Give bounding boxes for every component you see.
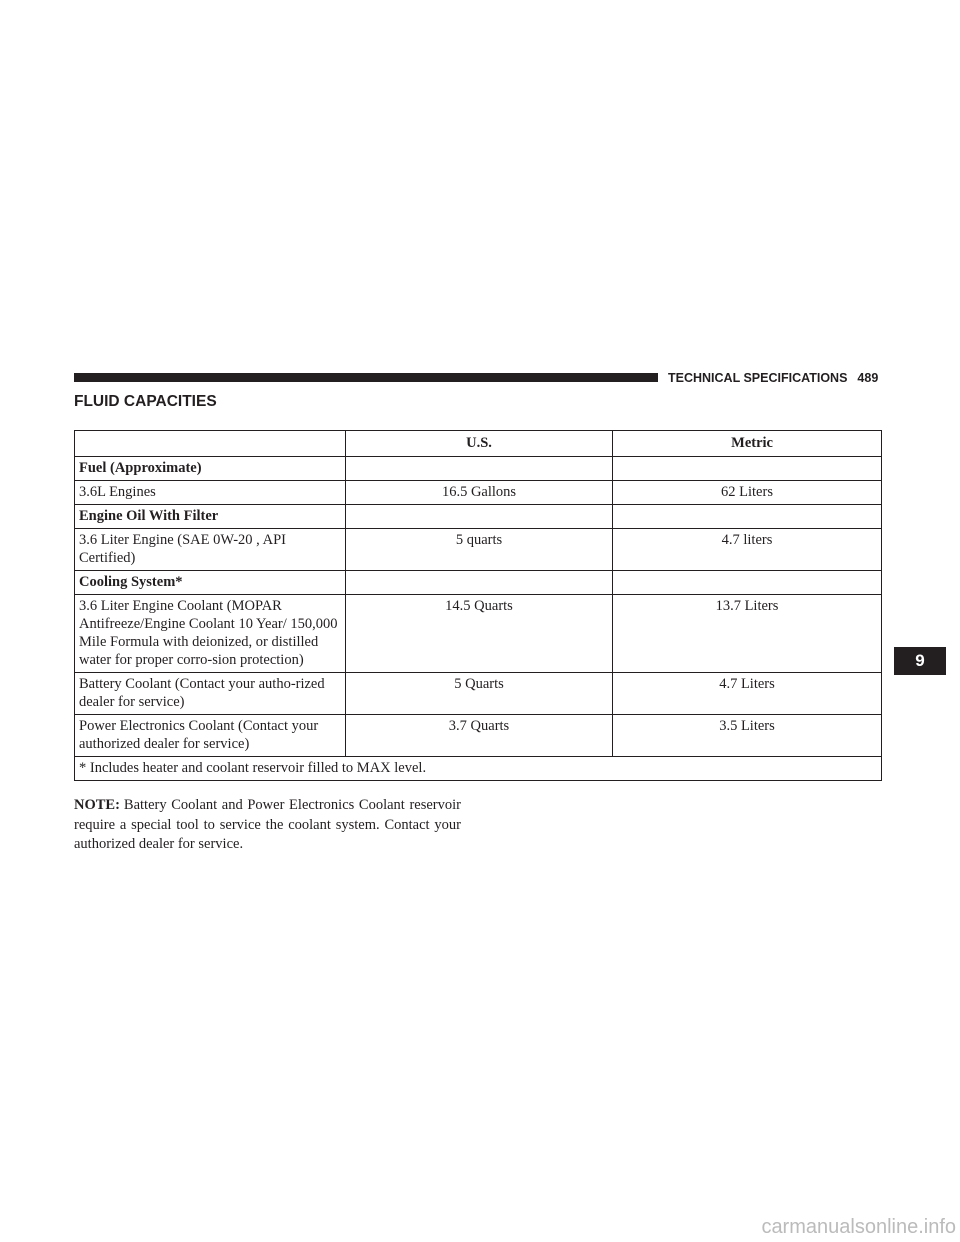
table-row-cooling-group xyxy=(75,571,882,595)
table-row xyxy=(75,715,882,757)
header-section-title: TECHNICAL SPECIFICATIONS xyxy=(668,371,848,385)
group-label: Fuel (Approximate) xyxy=(75,457,346,481)
note-text: Battery Coolant and Power Electronics Coolant reservoir require a special tool to service the coolant system. Contact your authorized dealer for service. xyxy=(74,797,461,852)
fluid-capacities-table xyxy=(74,430,882,781)
table-header-row xyxy=(75,431,882,457)
running-header xyxy=(668,369,878,387)
metric-value: 62 Liters xyxy=(613,481,882,505)
table-row-oil-group xyxy=(75,505,882,529)
note-label: NOTE: xyxy=(74,797,120,813)
metric-value: 3.5 Liters xyxy=(613,715,882,757)
metric-value: 13.7 Liters xyxy=(613,595,882,673)
table-footnote-row xyxy=(75,757,882,781)
empty-cell xyxy=(613,457,882,481)
us-value: 16.5 Gallons xyxy=(346,481,613,505)
table-row-fuel-group xyxy=(75,457,882,481)
item-label: Battery Coolant (Contact your autho-rized dealer for service) xyxy=(75,673,346,715)
note-paragraph xyxy=(74,796,461,855)
section-title: FLUID CAPACITIES xyxy=(74,393,217,410)
us-value: 5 quarts xyxy=(346,529,613,571)
item-label: 3.6L Engines xyxy=(75,481,346,505)
empty-cell xyxy=(346,505,613,529)
item-label: 3.6 Liter Engine (SAE 0W-20 , API Certified) xyxy=(75,529,346,571)
group-label: Engine Oil With Filter xyxy=(75,505,346,529)
item-label: 3.6 Liter Engine Coolant (MOPAR Antifreeze/Engine Coolant 10 Year/ 150,000 Mile Formula with deionized, or distilled water for proper corro-sion protection) xyxy=(75,595,346,673)
item-label: Power Electronics Coolant (Contact your authorized dealer for service) xyxy=(75,715,346,757)
header-blank-cell xyxy=(75,431,346,457)
table-row xyxy=(75,529,882,571)
empty-cell xyxy=(613,571,882,595)
table-row xyxy=(75,673,882,715)
us-value: 14.5 Quarts xyxy=(346,595,613,673)
group-label: Cooling System* xyxy=(75,571,346,595)
empty-cell xyxy=(346,571,613,595)
table-row xyxy=(75,595,882,673)
empty-cell xyxy=(346,457,613,481)
metric-value: 4.7 Liters xyxy=(613,673,882,715)
us-value: 3.7 Quarts xyxy=(346,715,613,757)
header-metric: Metric xyxy=(613,431,882,457)
table-row xyxy=(75,481,882,505)
watermark: carmanualsonline.info xyxy=(708,1212,960,1242)
table-footnote: * Includes heater and coolant reservoir filled to MAX level. xyxy=(75,757,882,781)
header-rule xyxy=(74,373,658,382)
page-number: 489 xyxy=(857,371,879,385)
header-us: U.S. xyxy=(346,431,613,457)
metric-value: 4.7 liters xyxy=(613,529,882,571)
empty-cell xyxy=(613,505,882,529)
us-value: 5 Quarts xyxy=(346,673,613,715)
chapter-tab: 9 xyxy=(894,647,946,675)
